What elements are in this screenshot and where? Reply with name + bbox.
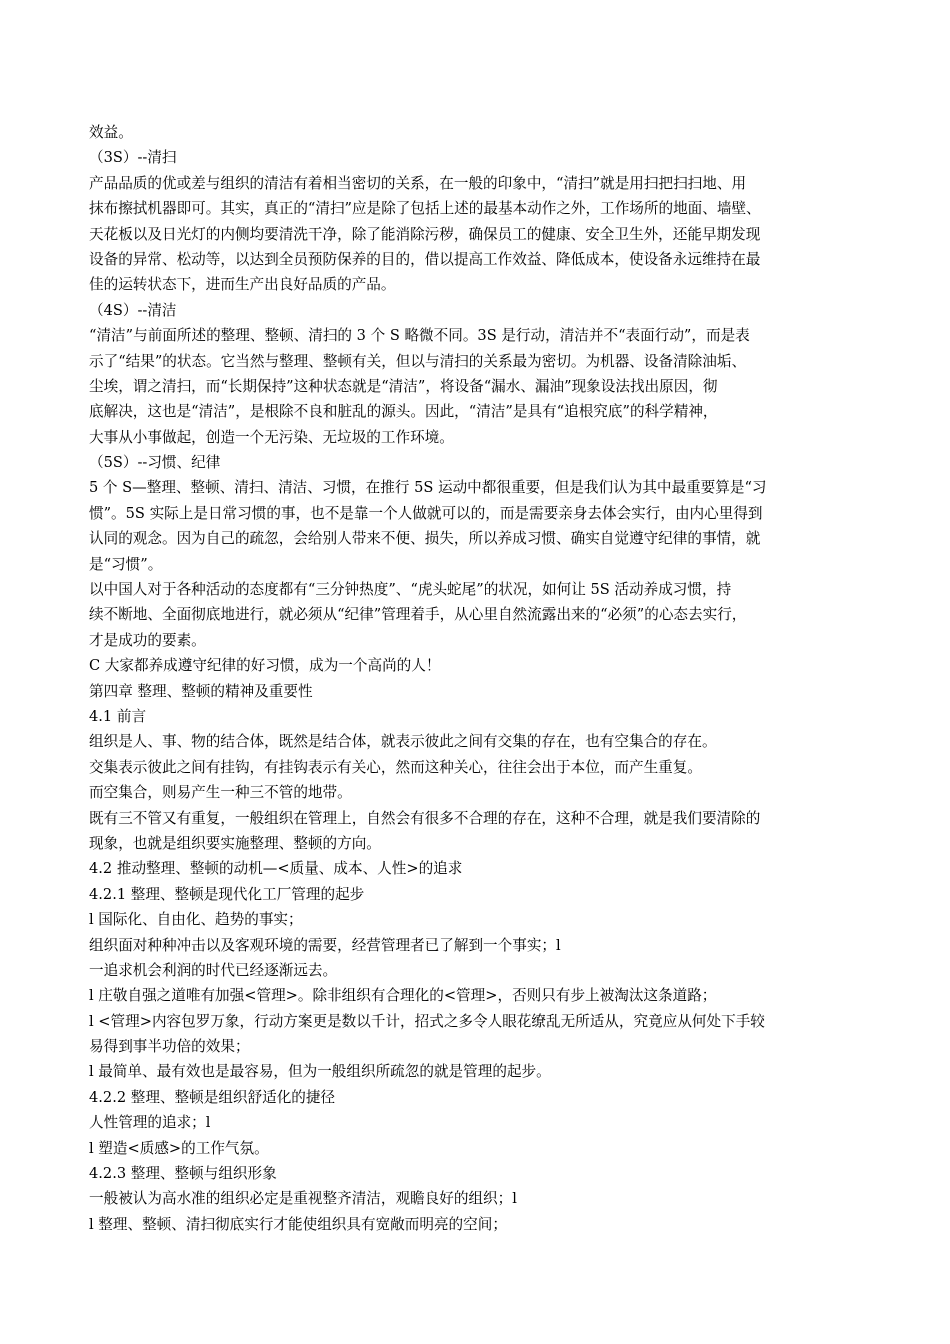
text-line: 佳的运转状态下，进而生产出良好品质的产品。	[89, 276, 396, 294]
text-line: 4.1 前言	[89, 707, 147, 725]
text-line: （5S）--习惯、纪律	[89, 454, 221, 472]
text-line: 组织是人、事、物的结合体，既然是结合体，就表示彼此之间有交集的存在，也有空集合的存在。	[89, 733, 717, 751]
text-line: （4S）--清洁	[89, 301, 177, 319]
text-line: 第四章 整理、整顿的精神及重要性	[89, 682, 313, 700]
text-line: 效益。	[89, 124, 133, 141]
text-line: 认同的观念。因为自己的疏忽，会给别人带来不便、损失，所以养成习惯、确实自觉遵守纪律的事情，就	[89, 530, 761, 548]
text-line: l 国际化、自由化、趋势的事实；	[89, 911, 303, 929]
document-page	[89, 120, 871, 1237]
text-line: 4.2.1 整理、整顿是现代化工厂管理的起步	[89, 885, 365, 903]
text-line: 交集表示彼此之间有挂钩，有挂钩表示有关心，然而这种关心，往往会出于本位，而产生重复。	[89, 758, 702, 776]
text-line: 抹布擦拭机器即可。其实，真正的“清扫”应是除了包括上述的最基本动作之外，工作场所的地面、墙壁、	[89, 200, 761, 218]
text-line: l 整理、整顿、清扫彻底实行才能使组织具有宽敞而明亮的空间；	[89, 1215, 507, 1233]
text-line: C 大家都养成遵守纪律的好习惯，成为一个高尚的人！	[89, 657, 441, 675]
text-line: 示了“结果”的状态。它当然与整理、整顿有关，但以与清扫的关系最为密切。为机器、设备清除油垢、	[89, 352, 747, 370]
text-line: 才是成功的要素。	[89, 631, 206, 649]
text-line: l 塑造<质感>的工作气氛。	[89, 1139, 269, 1157]
text-line: （3S）--清扫	[89, 149, 177, 167]
text-line: 一般被认为高水准的组织必定是重视整齐清洁，观瞻良好的组织；l	[89, 1190, 517, 1208]
text-line: 惯”。5S 实际上是日常习惯的事，也不是靠一个人做就可以的，而是需要亲身去体会实行，由内心里得到	[89, 504, 763, 522]
text-line: 产品品质的优或差与组织的清洁有着相当密切的关系，在一般的印象中，“清扫”就是用扫把扫扫地、用	[89, 174, 747, 192]
text-line: l 最简单、最有效也是最容易，但为一般组织所疏忽的就是管理的起步。	[89, 1063, 551, 1081]
text-line: 大事从小事做起，创造一个无污染、无垃圾的工作环境。	[89, 428, 454, 446]
text-line: 设备的异常、松动等，以达到全员预防保养的目的，借以提高工作效益、降低成本，使设备永远维持在最	[89, 250, 761, 268]
text-line: 4.2.2 整理、整顿是组织舒适化的捷径	[89, 1088, 336, 1106]
text-line: 易得到事半功倍的效果；	[89, 1038, 250, 1056]
text-line: 底解决，这也是“清洁”，是根除不良和脏乱的源头。因此，“清洁”是具有“追根究底”的科学精神，	[89, 403, 718, 421]
text-line: l <管理>内容包罗万象，行动方案更是数以千计，招式之多令人眼花缭乱无所适从，究竟应从何处下手较	[89, 1012, 765, 1030]
text-line: 尘埃，谓之清扫，而“长期保持”这种状态就是“清洁”，将设备“漏水、漏油”现象设法找出原因，彻	[89, 377, 718, 395]
text-line: 是“习惯”。	[89, 555, 163, 573]
text-line: 既有三不管又有重复，一般组织在管理上，自然会有很多不合理的存在，这种不合理，就是我们要清除的	[89, 809, 761, 827]
text-line: 以中国人对于各种活动的态度都有“三分钟热度”、“虎头蛇尾”的状况，如何让 5S 活动养成习惯，持	[89, 581, 732, 599]
text-line: 组织面对种种冲击以及客观环境的需要，经营管理者已了解到一个事实；l	[89, 936, 561, 954]
text-line: 4.2.3 整理、整顿与组织形象	[89, 1165, 277, 1183]
text-line: 5 个 S—整理、整顿、清扫、清洁、习惯，在推行 5S 运动中都很重要，但是我们认为其中最重要算是“习	[89, 479, 767, 497]
text-line: 续不断地、全面彻底地进行，就必须从“纪律”管理着手，从心里自然流露出来的“必须”的心态去实行，	[89, 606, 747, 624]
text-line: 人性管理的追求；l	[89, 1114, 211, 1132]
text-line: 一追求机会利润的时代已经逐渐远去。	[89, 961, 338, 979]
text-line: 现象，也就是组织要实施整理、整顿的方向。	[89, 834, 381, 852]
text-line: 天花板以及日光灯的内侧均要清洗干净，除了能消除污秽，确保员工的健康、安全卫生外，还能早期发现	[89, 225, 761, 243]
text-line: 4.2 推动整理、整顿的动机—<质量、成本、人性>的追求	[89, 860, 463, 878]
text-line: “清洁”与前面所述的整理、整顿、清扫的 3 个 S 略微不同。3S 是行动，清洁并不“表面行动”，而是表	[89, 327, 750, 345]
text-line: 而空集合，则易产生一种三不管的地带。	[89, 784, 352, 802]
text-line: l 庄敬自强之道唯有加强<管理>。除非组织有合理化的<管理>，否则只有步上被淘汰这条道路；	[89, 987, 717, 1005]
